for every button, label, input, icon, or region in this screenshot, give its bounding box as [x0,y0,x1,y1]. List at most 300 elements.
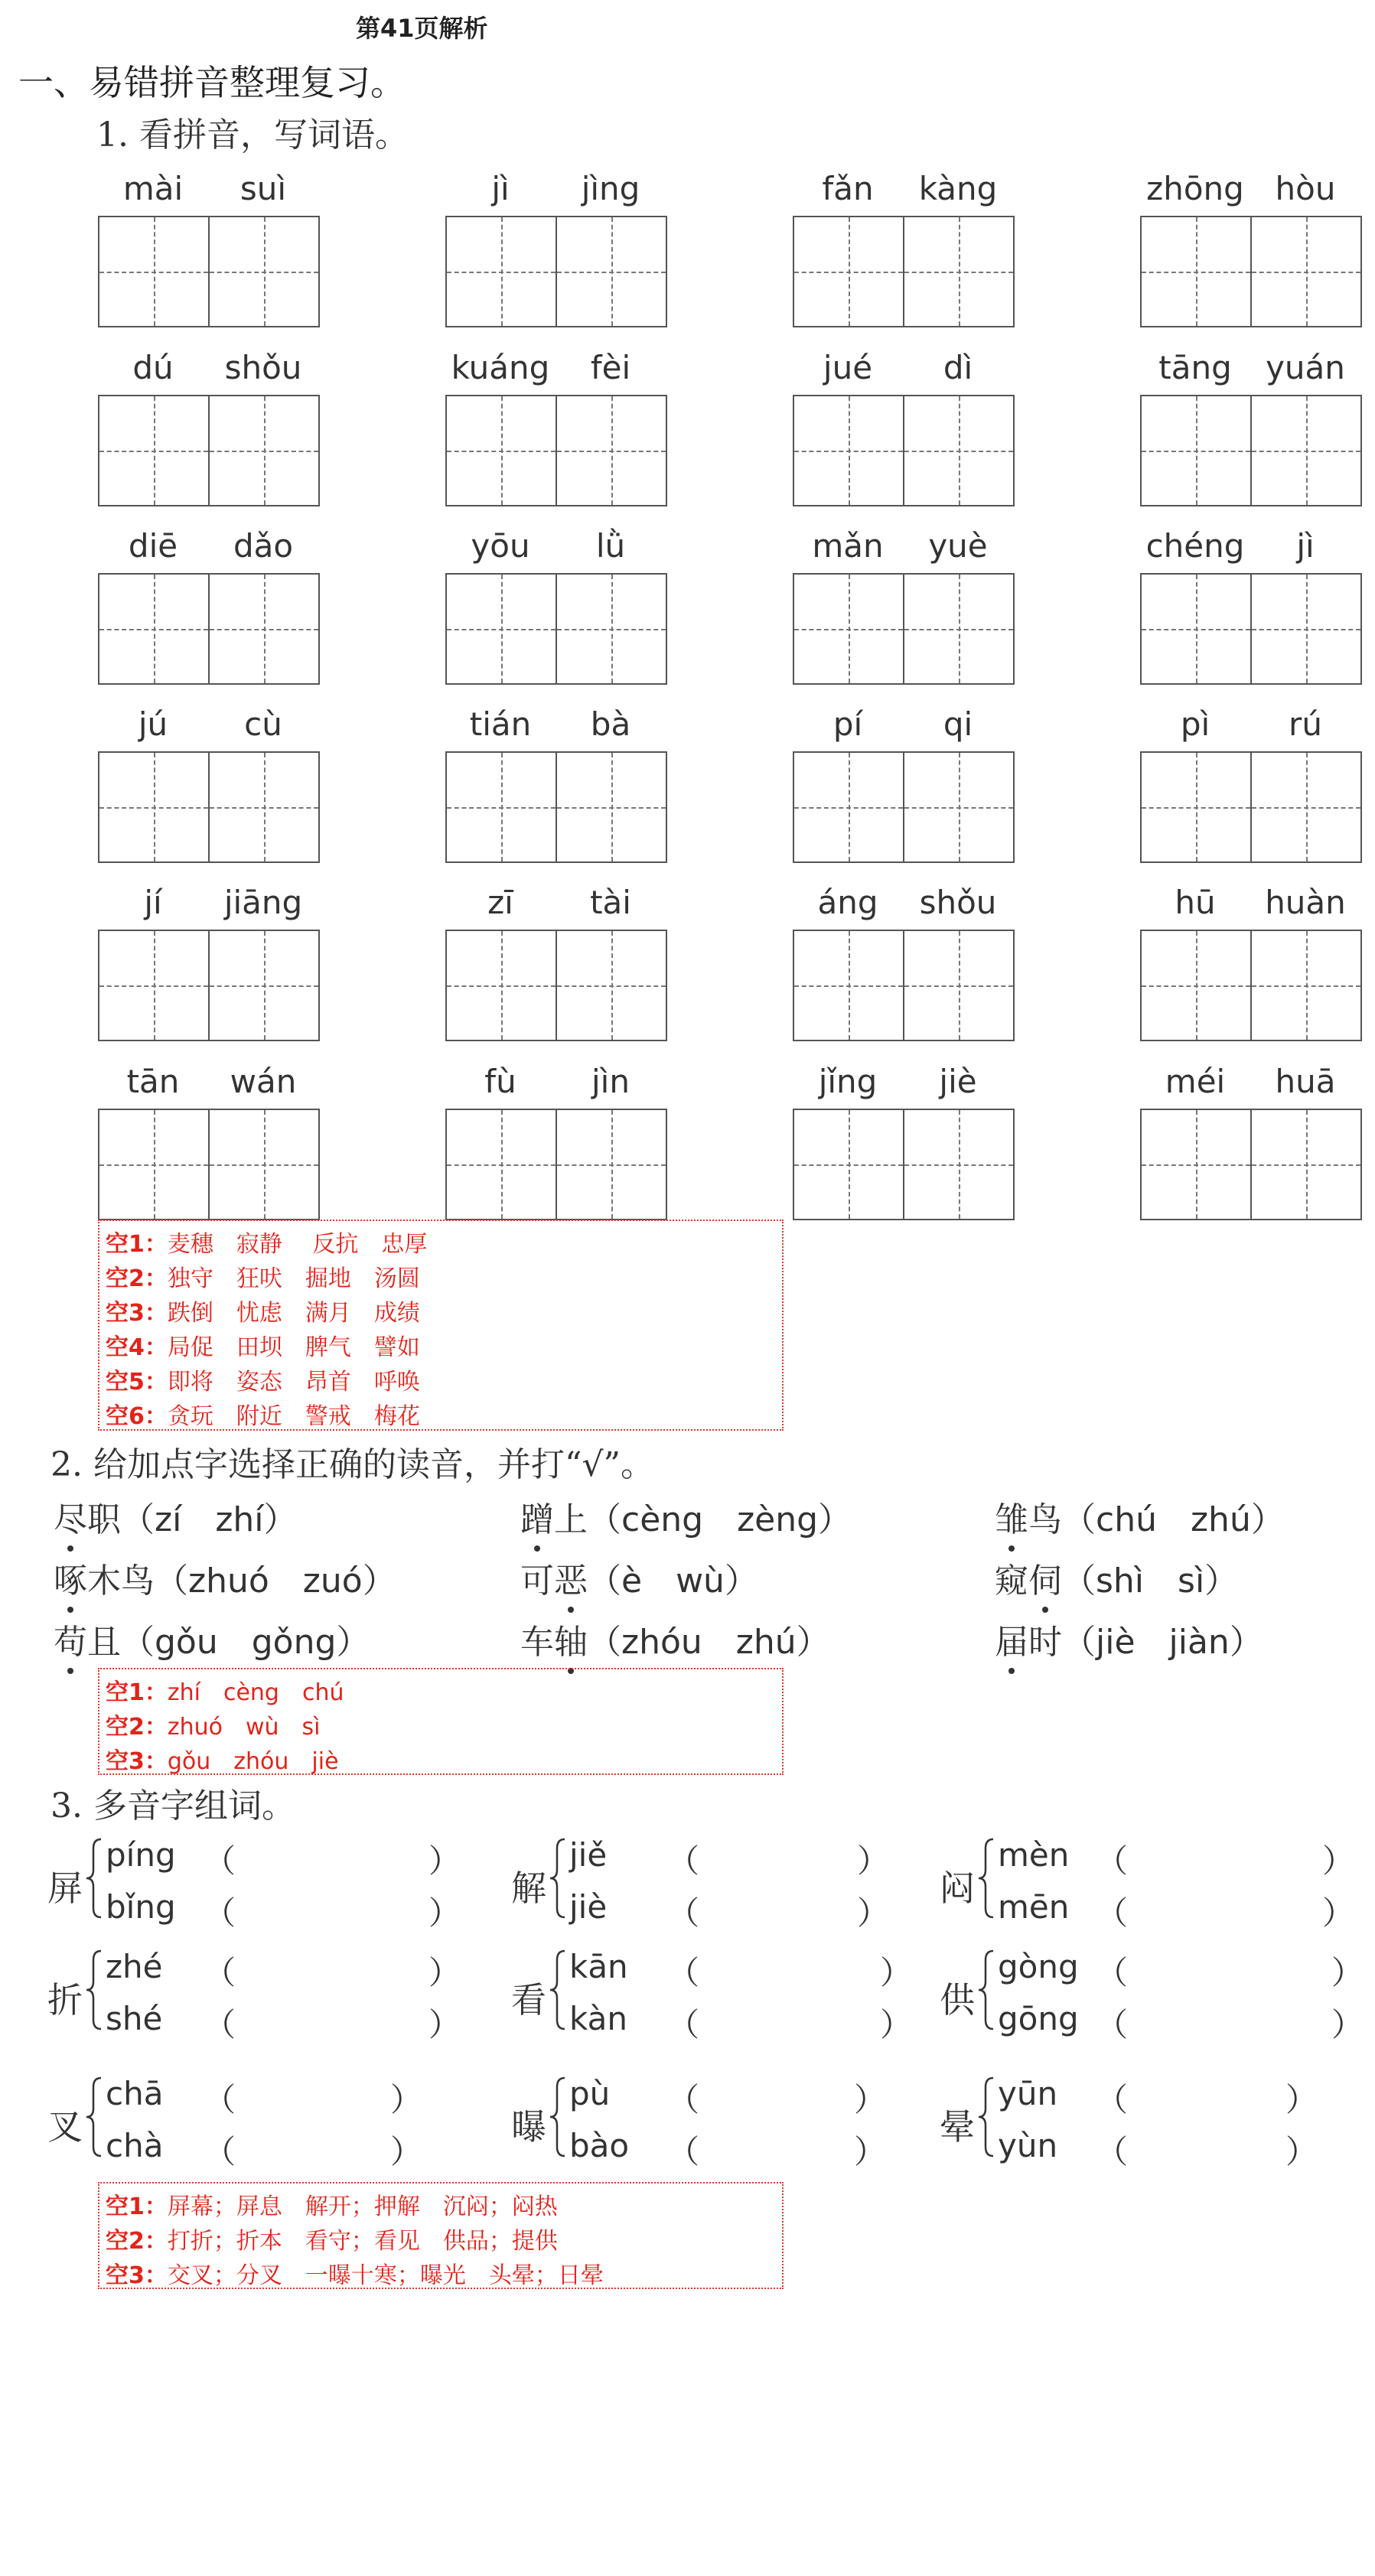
answer-blank-open[interactable]: （ [667,1954,700,1991]
pinyin-cell [1140,884,1360,1037]
reading-line [569,2127,887,2171]
answer-blank-open[interactable]: （ [1096,2081,1129,2118]
pronunciation-item [995,1553,1238,1602]
pinyin-syllable: kuáng [451,349,550,386]
writing-box[interactable] [1140,751,1252,863]
reading-pinyin: bào [569,2127,630,2164]
writing-box[interactable] [445,216,557,327]
writing-box[interactable] [903,216,1015,327]
dotted-char: 雏 [995,1492,1028,1541]
pinyin-cell [793,1063,1013,1216]
pinyin-syllable: dì [943,349,973,386]
reading-pinyin: yūn [998,2075,1058,2112]
writing-box[interactable] [1250,395,1362,506]
answer-blank-close[interactable]: ） [1331,2006,1364,2044]
writing-grid [445,395,666,505]
answer-label: 空3： [106,1300,168,1327]
reading-line [569,1888,890,1932]
pinyin-cell [793,705,1013,858]
writing-box[interactable] [1250,573,1362,685]
answer-line [106,1710,776,1744]
pinyin-syllable: dǎo [233,527,294,565]
answer-text: zhuó wù sì [167,1714,321,1741]
pinyin-syllable: bà [590,705,631,743]
writing-box[interactable] [903,1109,1015,1220]
polyphone-group [940,1836,1353,1936]
writing-box[interactable] [208,573,320,685]
answer-blank-close[interactable]: ） [428,1894,461,1932]
pinyin-syllable: tián [469,705,532,743]
dotted-char: 蹭 [520,1492,554,1541]
pinyin-syllable: jú [138,705,168,743]
answer-label: 空3： [106,2262,168,2289]
answer-blank-open[interactable]: （ [1096,1842,1129,1880]
pronunciation-item [520,1553,758,1602]
answer-blank-close[interactable]: ） [428,2006,461,2044]
writing-box[interactable] [208,751,320,863]
answer-label: 空2： [106,1265,168,1292]
pinyin-syllable: fù [484,1063,516,1100]
q3-answer-box [98,2182,784,2289]
reading-pinyin: píng [106,1836,176,1874]
reading-line [998,1888,1355,1932]
answer-line [106,2258,776,2293]
pinyin-label [445,1063,666,1106]
writing-box[interactable] [98,573,210,685]
pinyin-label [445,705,666,748]
reading-pinyin: zhé [106,1948,163,1985]
answer-blank-open[interactable]: （ [667,1894,700,1932]
answer-blank-close[interactable]: ） [1285,2133,1318,2171]
writing-box[interactable] [445,751,557,863]
writing-box[interactable] [793,395,904,506]
brace-icon [84,2075,104,2159]
answer-text: 局促 田坝 脾气 譬如 [167,1334,420,1361]
reading-pinyin: chà [106,2127,164,2164]
word-part: 窥 [995,1562,1028,1601]
pinyin-syllable: pí [832,705,863,743]
writing-grid [793,216,1013,326]
pinyin-syllable: suì [239,170,287,207]
pinyin-syllable: pì [1180,705,1210,743]
brace-icon [548,1948,568,2032]
writing-box[interactable] [208,1109,320,1220]
polyphone-group [47,1948,459,2047]
pinyin-syllable: rú [1289,705,1322,743]
pinyin-syllable: kàng [918,170,998,207]
answer-line [106,1365,776,1399]
writing-grid [98,1109,318,1219]
pinyin-syllable: jiāng [223,884,303,921]
reading-line [106,1836,461,1880]
writing-grid [793,395,1013,505]
pinyin-syllable: lǜ [595,527,626,565]
answer-line [106,1676,776,1710]
polyphone-group [511,1836,888,1936]
pinyin-cell [445,884,666,1037]
dotted-char: 尽 [54,1492,87,1541]
writing-box[interactable] [1250,751,1362,863]
reading-pinyin: mèn [998,1836,1070,1874]
pinyin-cell [1140,349,1360,502]
answer-blank-close[interactable]: ） [428,1954,461,1991]
answer-blank-close[interactable]: ） [857,1842,890,1880]
pinyin-cell [445,705,666,858]
dotted-char: 届 [995,1614,1028,1663]
pinyin-options[interactable]: （cèng zèng） [588,1500,852,1539]
writing-box[interactable] [1140,395,1252,506]
reading-line [569,1836,890,1880]
answer-blank-open[interactable]: （ [1096,2133,1129,2171]
pinyin-cell [793,884,1013,1037]
answer-blank-close[interactable]: ） [390,2133,423,2171]
writing-grid [1140,930,1360,1040]
pinyin-label [1140,170,1360,213]
pinyin-syllable: jué [823,349,873,386]
pinyin-options[interactable]: （è wù） [588,1562,758,1601]
writing-box[interactable] [98,395,210,506]
reading-pinyin: mēn [998,1888,1070,1926]
dotted-char: 轴 [554,1614,588,1663]
writing-box[interactable] [556,216,667,327]
writing-grid [98,930,318,1040]
polyphone-char: 晕 [940,2106,975,2148]
word-part: 鸟 [1028,1500,1062,1539]
answer-blank-open[interactable]: （ [204,1954,236,1991]
writing-grid [793,930,1013,1040]
pinyin-syllable: jìn [591,1063,630,1100]
answer-blank-close[interactable]: ） [390,2081,423,2118]
pinyin-syllable: qi [943,705,973,743]
writing-box[interactable] [98,216,210,327]
answer-line [106,2190,776,2224]
pinyin-cell [1140,527,1360,680]
pinyin-label [445,349,666,392]
writing-box[interactable] [1140,930,1252,1041]
answer-label: 空1： [106,1679,168,1706]
pinyin-label [793,527,1013,570]
pinyin-label [98,349,318,392]
answer-blank-open[interactable]: （ [204,1894,236,1932]
answer-blank-open[interactable]: （ [667,2006,700,2044]
pinyin-syllable: méi [1165,1063,1226,1100]
answer-text: 即将 姿态 昂首 呼唤 [167,1369,420,1395]
word-part: 木鸟 [87,1562,155,1601]
reading-pinyin: jiè [569,1888,608,1926]
pinyin-syllable: yuè [928,527,988,565]
reading-line [106,2000,461,2044]
writing-box[interactable] [903,930,1015,1041]
answer-blank-open[interactable]: （ [1096,1954,1129,1991]
pronunciation-item [54,1614,370,1663]
polyphone-char: 曝 [511,2106,546,2148]
pinyin-syllable: mǎn [812,527,884,565]
word-part: 车 [520,1623,554,1662]
answer-text: 麦穗 寂静 反抗 忠厚 [167,1231,428,1258]
pinyin-syllable: jì [1296,527,1315,565]
brace-icon [976,1836,996,1920]
pinyin-syllable: áng [817,884,878,921]
pinyin-label [445,170,666,213]
pinyin-cell [1140,170,1360,323]
answer-line [106,1296,776,1330]
reading-line [106,1948,461,1991]
reading-line [106,2127,423,2171]
pronunciation-item [995,1614,1263,1663]
answer-blank-close[interactable]: ） [1322,1894,1355,1932]
writing-box[interactable] [208,930,320,1041]
pinyin-label [98,527,318,570]
reading-line [998,1948,1364,1991]
writing-box[interactable] [793,1109,904,1220]
answer-blank-open[interactable]: （ [204,2133,236,2171]
q1-title: 1. 看拼音，写词语。 [96,116,409,155]
pinyin-cell [445,1063,666,1216]
dotted-char: 啄 [54,1553,87,1602]
pinyin-options[interactable]: （gǒu gǒng） [121,1623,370,1662]
reading-pinyin: kān [569,1948,628,1985]
writing-box[interactable] [903,573,1015,685]
answer-blank-close[interactable]: ） [880,1954,913,1991]
answer-text: 贪玩 附近 警戒 梅花 [167,1403,420,1430]
pinyin-cell [98,1063,318,1216]
pinyin-syllable: dú [132,349,174,386]
writing-grid [98,216,318,326]
answer-text: 交叉；分叉 一曝十寒；曝光 头晕；日晕 [167,2262,604,2289]
answer-blank-open[interactable]: （ [204,2006,236,2044]
pinyin-syllable: jiè [939,1063,977,1100]
pinyin-options[interactable]: （jiè jiàn） [1062,1623,1263,1662]
pronunciation-item [520,1614,830,1663]
answer-blank-close[interactable]: ） [857,1894,890,1932]
pronunciation-item [54,1553,396,1602]
brace-icon [84,1836,104,1920]
pinyin-label [98,705,318,748]
answer-blank-open[interactable]: （ [204,1842,236,1880]
reading-pinyin: bǐng [106,1888,176,1926]
answer-blank-close[interactable]: ） [1322,1842,1355,1880]
answer-blank-close[interactable]: ） [880,2006,913,2044]
writing-box[interactable] [208,216,320,327]
writing-box[interactable] [98,1109,210,1220]
pinyin-syllable: zhōng [1146,170,1244,207]
reading-pinyin: kàn [569,2000,627,2037]
pinyin-label [1140,1063,1360,1106]
reading-pinyin: gòng [998,1948,1079,1985]
writing-box[interactable] [556,751,667,863]
pronunciation-item [520,1492,852,1541]
writing-box[interactable] [903,395,1015,506]
answer-label: 空1： [106,1231,168,1258]
dotted-char: 伺 [1028,1553,1062,1602]
answer-blank-open[interactable]: （ [1096,1894,1129,1932]
pinyin-syllable: shǒu [919,884,997,921]
answer-blank-open[interactable]: （ [667,1842,700,1880]
writing-box[interactable] [556,395,667,506]
answer-label: 空1： [106,2193,168,2220]
answer-text: 跌倒 忧虑 满月 成绩 [167,1300,420,1327]
pinyin-syllable: jìng [581,170,640,207]
pinyin-cell [445,349,666,502]
brace-icon [548,1836,568,1920]
writing-grid [98,573,318,683]
writing-box[interactable] [98,751,210,863]
writing-grid [793,751,1013,861]
reading-line [569,2075,887,2118]
dotted-char: 恶 [554,1553,588,1602]
pinyin-syllable: shǒu [224,349,302,386]
answer-blank-close[interactable]: ） [428,1842,461,1880]
pinyin-syllable: yuán [1266,349,1345,386]
polyphone-char: 解 [511,1868,546,1909]
writing-grid [445,1109,666,1219]
word-part: 且 [87,1623,121,1662]
polyphone-char: 闷 [940,1868,975,1909]
pinyin-syllable: zī [487,884,513,921]
reading-pinyin: yùn [998,2127,1058,2164]
reading-line [998,1836,1355,1880]
writing-grid [445,573,666,683]
writing-grid [98,395,318,505]
answer-label: 空2： [106,2228,168,2255]
writing-box[interactable] [445,1109,557,1220]
pinyin-cell [98,170,318,323]
writing-box[interactable] [1250,216,1362,327]
pronunciation-item [54,1492,298,1541]
pinyin-cell [445,527,666,680]
writing-box[interactable] [903,751,1015,863]
pinyin-cell [98,349,318,502]
page-title: 第41页解析 [356,14,488,43]
pinyin-options[interactable]: （shì sì） [1062,1562,1239,1601]
pinyin-cell [445,170,666,323]
pinyin-label [1140,527,1360,570]
writing-box[interactable] [445,395,557,506]
brace-icon [976,2075,996,2159]
pinyin-syllable: jǐng [818,1063,878,1100]
answer-blank-close[interactable]: ） [1285,2081,1318,2118]
pinyin-cell [793,170,1013,323]
writing-box[interactable] [1250,930,1362,1041]
pinyin-options[interactable]: （zí zhí） [121,1500,298,1539]
writing-grid [1140,216,1360,326]
polyphone-char: 叉 [47,2106,83,2148]
writing-box[interactable] [1140,573,1252,685]
answer-line [106,1262,776,1296]
pinyin-cell [1140,1063,1360,1216]
brace-icon [548,2075,568,2159]
answer-line [106,2224,776,2258]
writing-box[interactable] [98,930,210,1041]
reading-line [106,2075,423,2118]
writing-grid [793,1109,1013,1219]
q2-title: 2. 给加点字选择正确的读音，并打“√”。 [51,1445,654,1484]
answer-label: 空4： [106,1334,168,1361]
answer-blank-open[interactable]: （ [667,2133,700,2171]
polyphone-group [511,2075,885,2174]
writing-box[interactable] [445,930,557,1041]
brace-icon [976,1948,996,2032]
pinyin-cell [98,705,318,858]
writing-grid [1140,573,1360,683]
pinyin-label [1140,884,1360,927]
writing-grid [1140,1109,1360,1219]
word-part: 可 [520,1562,554,1601]
answer-text: 屏幕；屏息 解开；押解 沉闷；闷热 [167,2193,558,2220]
reading-line [998,2075,1318,2118]
writing-box[interactable] [208,395,320,506]
pinyin-syllable: tāng [1158,349,1232,386]
reading-pinyin: chā [106,2075,164,2112]
answer-blank-close[interactable]: ） [1331,1954,1364,1991]
polyphone-group [940,2075,1316,2174]
writing-box[interactable] [1140,216,1252,327]
pinyin-label [98,1063,318,1106]
writing-box[interactable] [793,751,904,863]
writing-box[interactable] [556,1109,667,1220]
word-part: 上 [554,1500,588,1539]
word-part: 时 [1028,1623,1062,1662]
pinyin-cell [98,527,318,680]
polyphone-group [47,1836,459,1936]
reading-line [998,2000,1364,2044]
pinyin-syllable: yōu [471,527,530,565]
reading-line [569,1948,913,1991]
pinyin-syllable: tān [126,1063,180,1100]
writing-box[interactable] [445,573,557,685]
pinyin-label [793,705,1013,748]
answer-blank-close[interactable]: ） [854,2133,887,2171]
writing-box[interactable] [793,216,904,327]
pinyin-options[interactable]: （zhuó zuó） [155,1562,396,1601]
pinyin-options[interactable]: （chú zhú） [1062,1500,1285,1539]
pinyin-syllable: jí [144,884,162,921]
answer-label: 空5： [106,1369,168,1395]
writing-box[interactable] [793,573,904,685]
pinyin-syllable: huā [1275,1063,1336,1100]
answer-blank-close[interactable]: ） [854,2081,887,2118]
writing-grid [98,751,318,861]
writing-box[interactable] [1250,1109,1362,1220]
pinyin-cell [793,349,1013,502]
writing-box[interactable] [1140,1109,1252,1220]
answer-blank-open[interactable]: （ [204,2081,236,2118]
writing-box[interactable] [556,573,667,685]
answer-blank-open[interactable]: （ [1096,2006,1129,2044]
reading-line [569,2000,913,2044]
pinyin-cell [98,884,318,1037]
writing-box[interactable] [556,930,667,1041]
q1-answer-box [98,1220,784,1431]
pinyin-syllable: cù [244,705,282,743]
pinyin-syllable: fǎn [822,170,874,207]
pinyin-syllable: wán [230,1063,297,1100]
reading-line [106,1888,461,1932]
polyphone-char: 供 [940,1979,975,2021]
answer-text: zhí cèng chú [167,1679,344,1706]
writing-box[interactable] [793,930,904,1041]
pinyin-label [793,884,1013,927]
writing-grid [445,216,666,326]
pinyin-syllable: tài [590,884,631,921]
answer-blank-open[interactable]: （ [667,2081,700,2118]
pinyin-label [793,349,1013,392]
pinyin-options[interactable]: （zhóu zhú） [588,1623,830,1662]
pinyin-label [98,884,318,927]
polyphone-char: 看 [511,1979,546,2021]
answer-line [106,1330,776,1365]
reading-line [998,2127,1318,2171]
